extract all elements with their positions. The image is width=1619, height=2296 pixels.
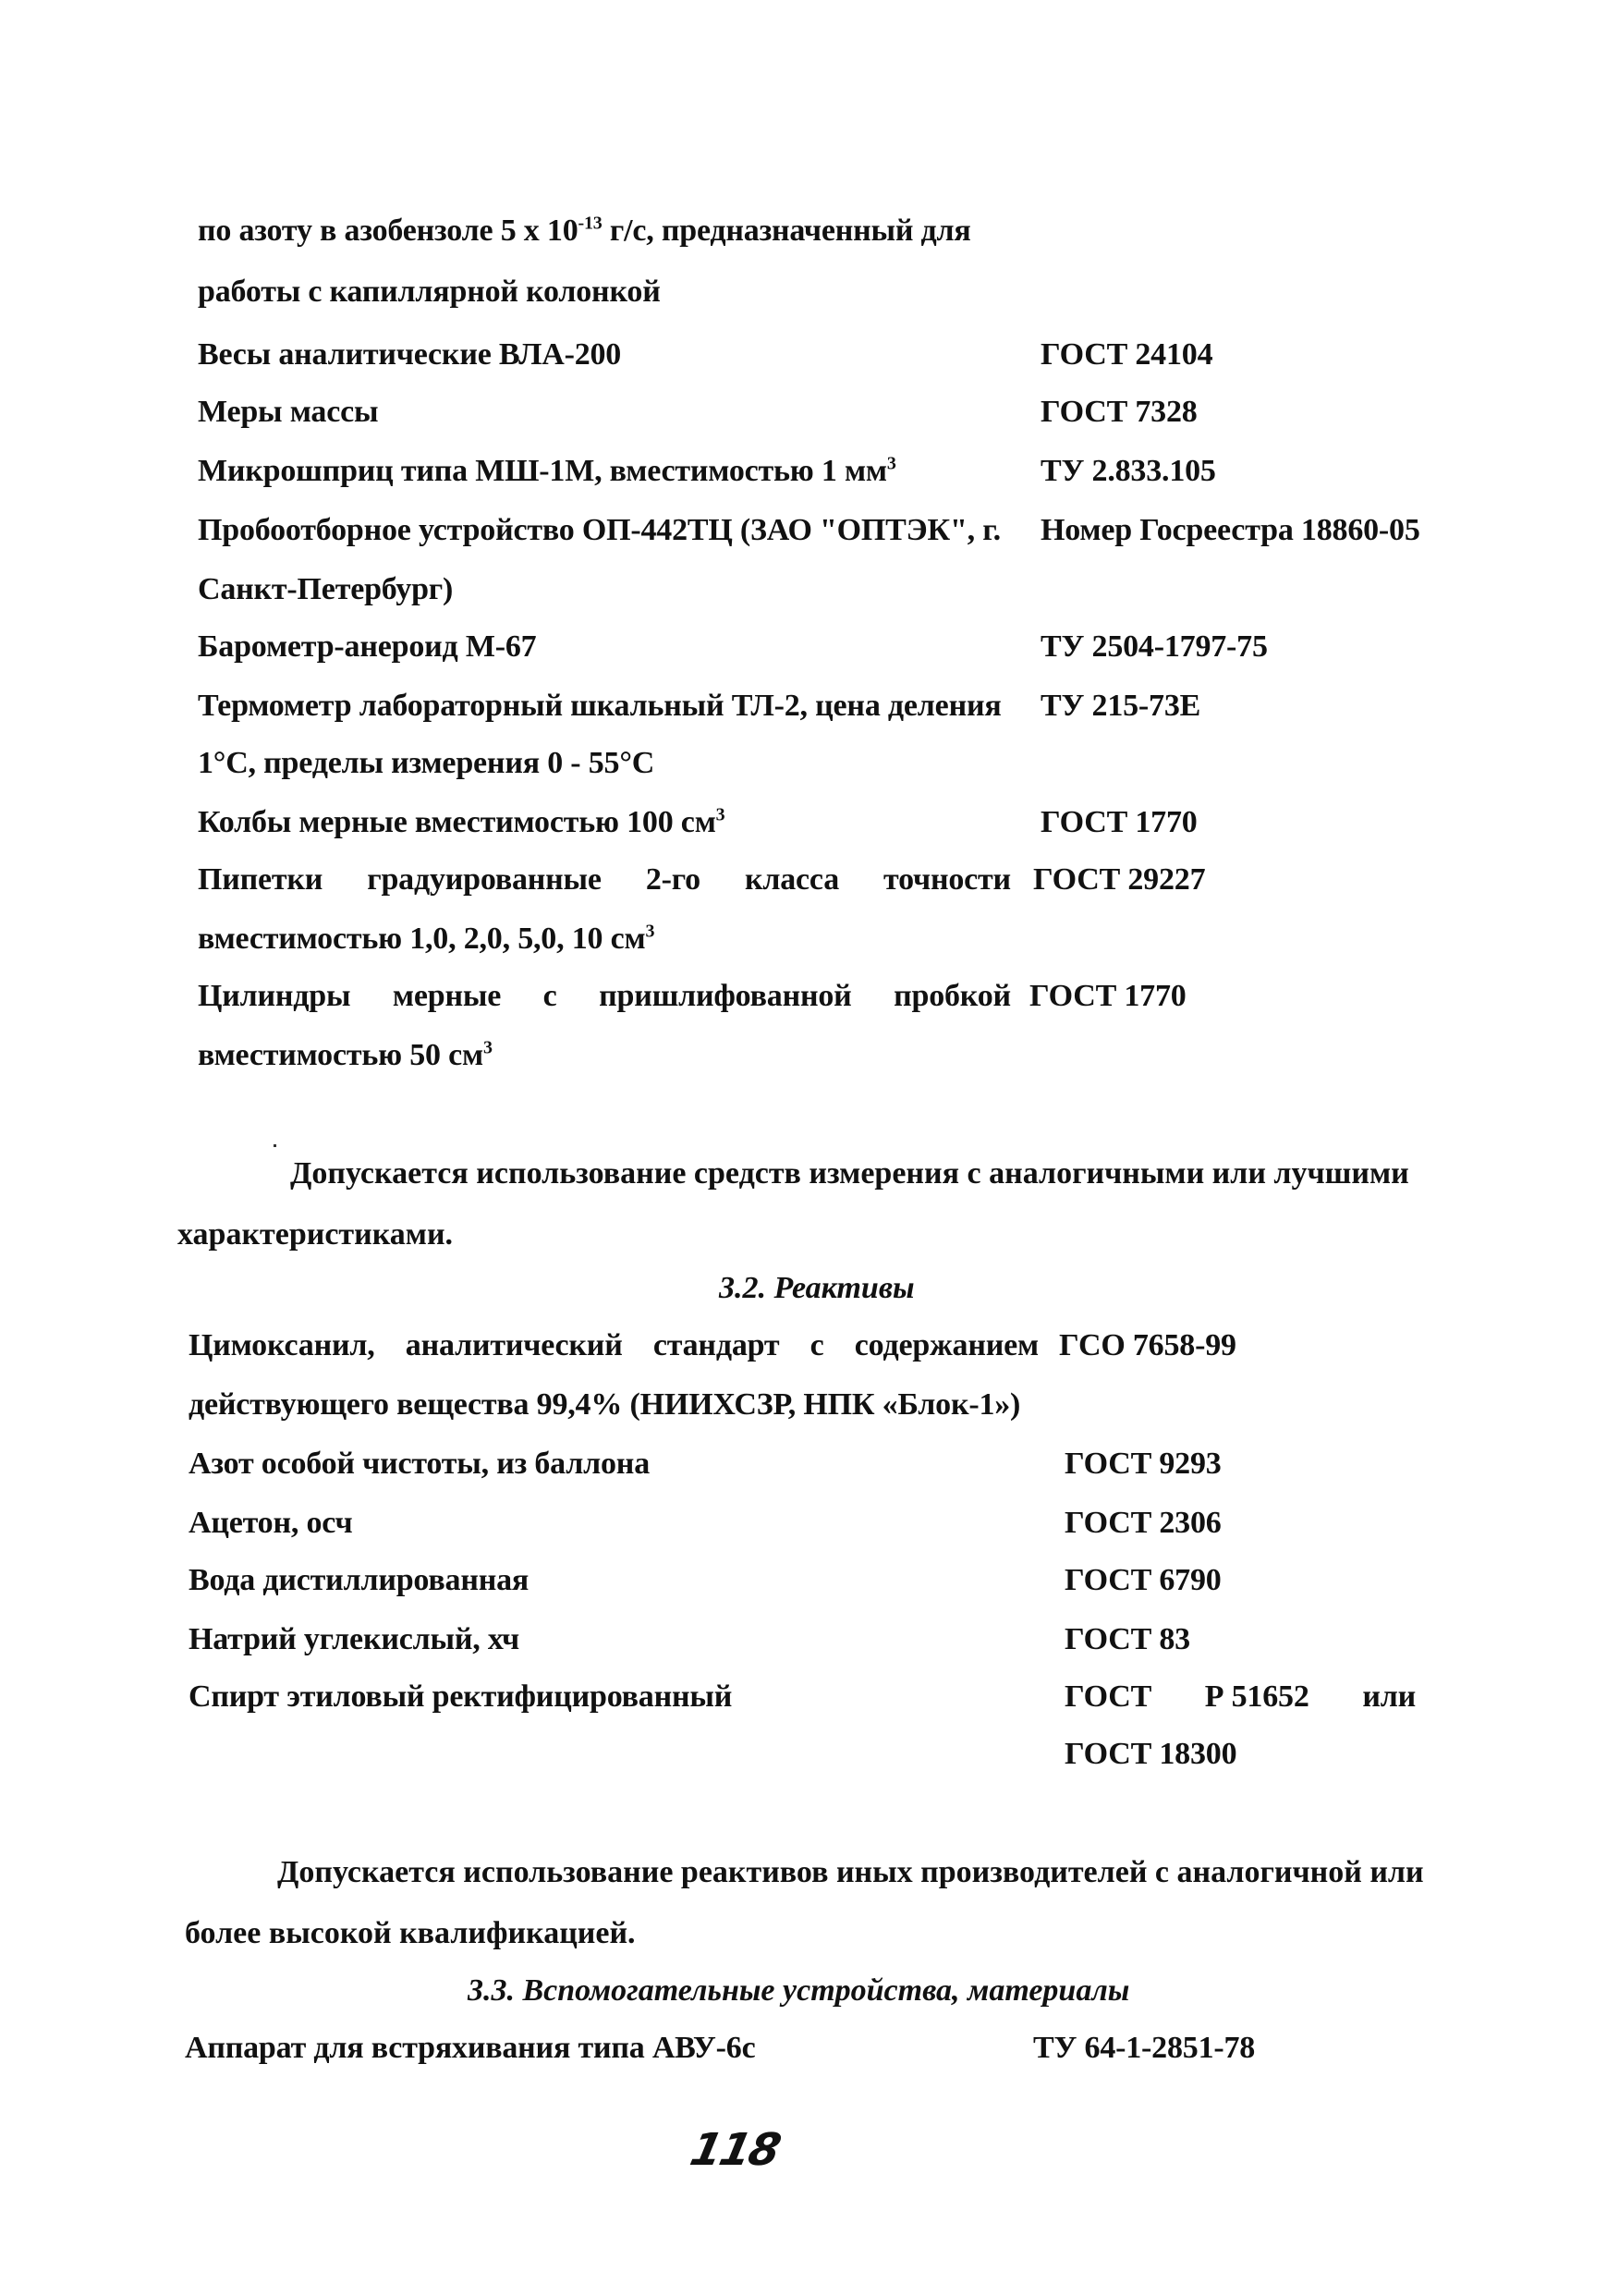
equipment-item-standard: ТУ 2504-1797-75	[1041, 629, 1268, 664]
reagent-item-standard: ГОСТ 18300	[1065, 1737, 1237, 1771]
equipment-item-name: Барометр-анероид М-67	[198, 629, 537, 664]
equipment-item-name: Пипетки градуированные 2-го класса точности	[198, 862, 1011, 897]
detector-line-2: работы с капиллярной колонкой	[198, 275, 661, 309]
auxiliary-item-name: Аппарат для встряхивания типа АВУ-6с	[185, 2031, 756, 2065]
reagent-item-standard: ГСО 7658-99	[1059, 1328, 1236, 1362]
equipment-item-standard: Номер Госреестра 18860-05	[1041, 513, 1420, 547]
reagent-item-name: действующего вещества 99,4% (НИИХСЗР, НПК «Блок-1»)	[189, 1387, 1021, 1422]
scan-speck	[274, 1144, 276, 1147]
equipment-item-name: вместимостью 1,0, 2,0, 5,0, 10 $см^3$	[198, 921, 655, 956]
equipment-item-standard: ГОСТ 1770	[1029, 979, 1187, 1013]
note-instruments-line-2: характеристиками.	[177, 1217, 454, 1252]
reagent-item-standard: ГОСТ 83	[1065, 1622, 1190, 1656]
equipment-item-name: Цилиндры мерные с пришлифованной пробкой	[198, 979, 1011, 1013]
equipment-item-name: Весы аналитические ВЛА-200	[198, 337, 622, 372]
equipment-item-name: Санкт-Петербург)	[198, 572, 454, 606]
reagent-item-name: Натрий углекислый, хч	[189, 1622, 519, 1656]
note-instruments-line-1: Допускается использование средств измерения с аналогичными или лучшими	[290, 1156, 1409, 1191]
equipment-item-standard: ГОСТ 1770	[1041, 805, 1198, 839]
reagent-item-standard: ГОСТ 9293	[1065, 1447, 1222, 1481]
note-reagents-line-2: более высокой квалификацией.	[185, 1916, 636, 1950]
equipment-item-standard: ГОСТ 7328	[1041, 395, 1198, 429]
page-number: 118	[686, 2124, 785, 2176]
reagent-item-name: Спирт этиловый ректифицированный	[189, 1679, 733, 1714]
reagent-item-name: Ацетон, осч	[189, 1506, 353, 1540]
auxiliary-item-standard: ТУ 64-1-2851-78	[1033, 2031, 1256, 2065]
equipment-item-name: Микрошприц типа МШ-1М, вместимостью 1 $мм^3$	[198, 453, 896, 488]
equipment-item-standard: ГОСТ 29227	[1033, 862, 1206, 897]
section-heading-auxiliary: 3.3. Вспомогательные устройства, материалы	[468, 1973, 1130, 2008]
reagent-item-standard: ГОСТ 6790	[1065, 1563, 1222, 1597]
equipment-item-standard: ТУ 2.833.105	[1041, 454, 1216, 488]
equipment-item-name: Меры массы	[198, 395, 379, 429]
equipment-item-standard: ТУ 215-73Е	[1041, 689, 1201, 723]
equipment-item-name: Термометр лабораторный шкальный ТЛ-2, цена деления	[198, 689, 1002, 723]
equipment-item-standard: ГОСТ 24104	[1041, 337, 1213, 372]
note-reagents-line-1: Допускается использование реактивов иных производителей с аналогичной или	[277, 1855, 1424, 1889]
section-heading-reagents: 3.2. Реактивы	[719, 1271, 915, 1305]
reagent-item-name: Цимоксанил, аналитический стандарт с содержанием	[189, 1328, 1039, 1362]
equipment-item-name: 1°С, пределы измерения 0 - 55°С	[198, 746, 655, 780]
equipment-item-name: Колбы мерные вместимостью 100 $см^3$	[198, 804, 725, 839]
reagent-item-standard: ГОСТ 2306	[1065, 1506, 1222, 1540]
reagent-item-name: Вода дистиллированная	[189, 1563, 530, 1597]
equipment-item-name: вместимостью 50 $см^3$	[198, 1037, 493, 1072]
reagent-item-name: Азот особой чистоты, из баллона	[189, 1447, 651, 1481]
detector-line-1: по азоту в азобензоле 5 х $10^{-13}$ г/с, предназначенный для	[198, 213, 971, 248]
reagent-item-standard: ГОСТ Р 51652 или	[1065, 1679, 1416, 1714]
equipment-item-name: Пробоотборное устройство ОП-442ТЦ (ЗАО "ОПТЭК", г.	[198, 513, 1001, 547]
